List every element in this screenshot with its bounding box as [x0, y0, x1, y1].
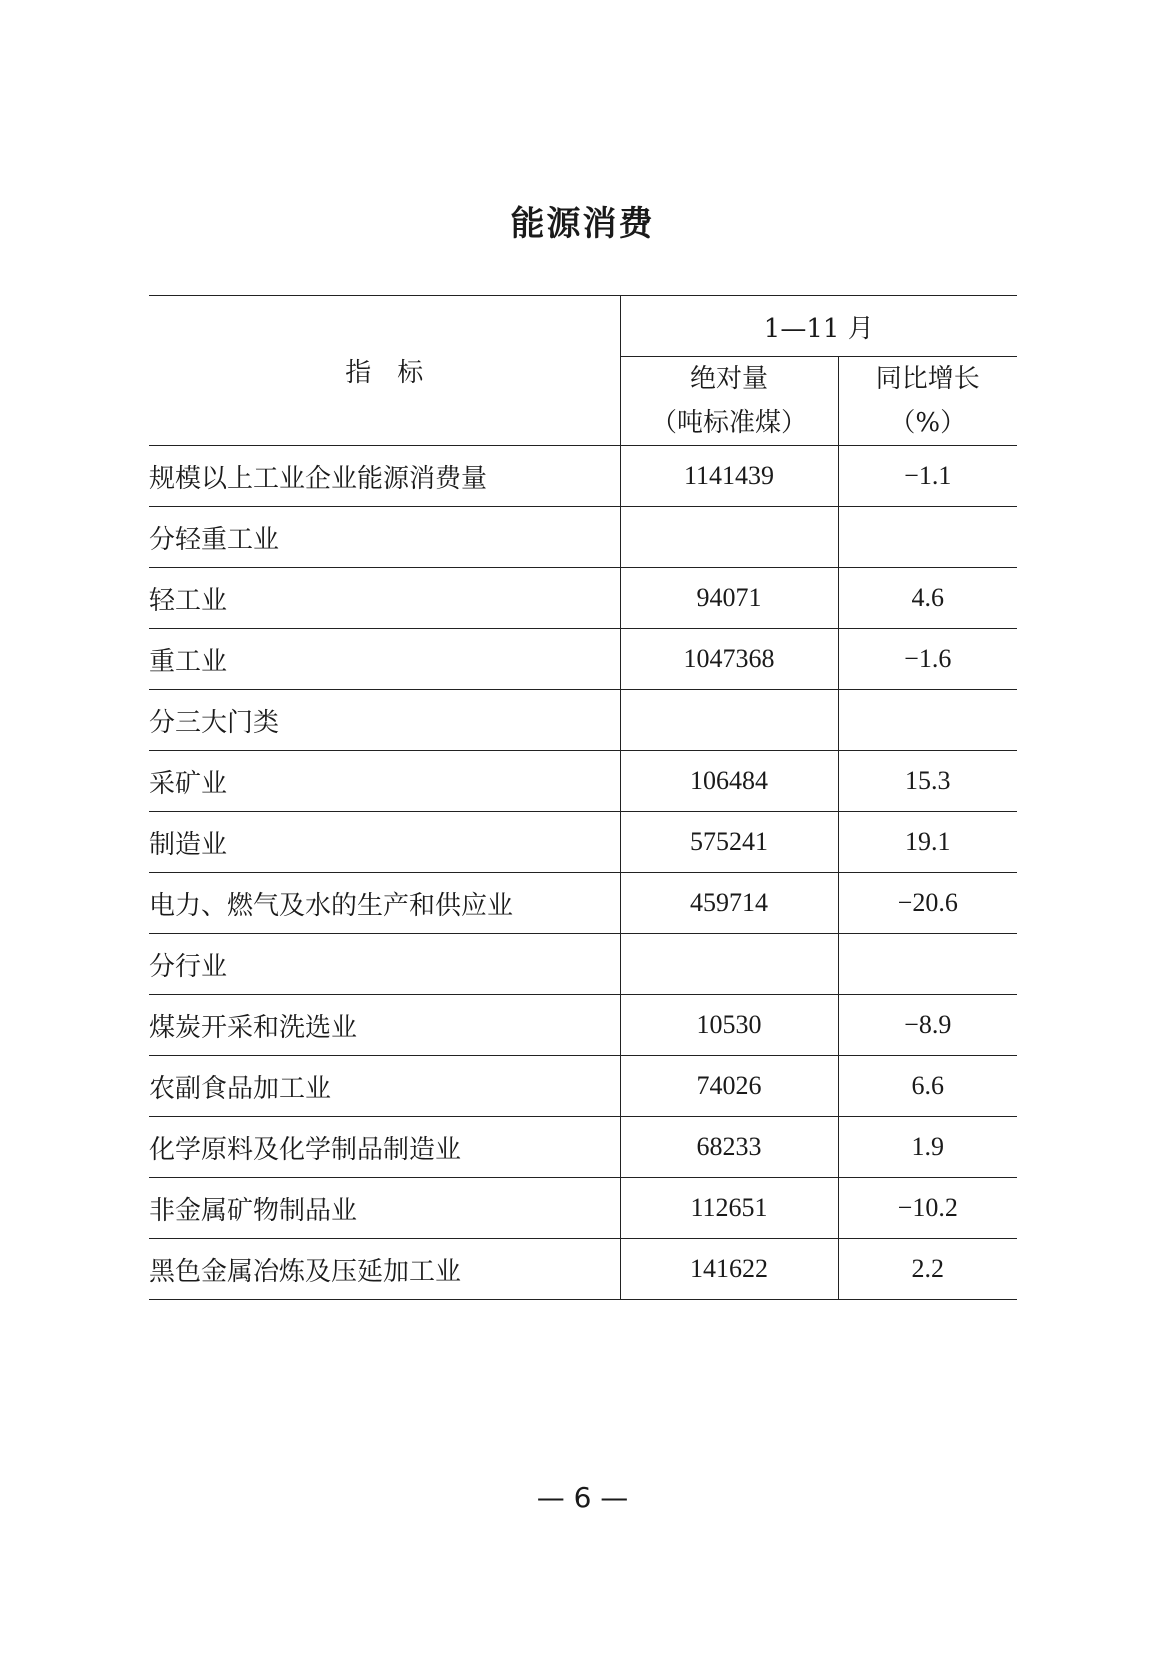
row-yoy: [838, 934, 1017, 995]
row-label: 农副食品加工业: [149, 1056, 620, 1117]
row-yoy: [838, 507, 1017, 568]
table-row: [149, 690, 1017, 751]
row-value: 141622: [620, 1239, 838, 1300]
row-value: 68233: [620, 1117, 838, 1178]
row-yoy: −1.6: [838, 629, 1017, 690]
table-row: [149, 1178, 1017, 1239]
table-row: [149, 568, 1017, 629]
row-yoy: 4.6: [838, 568, 1017, 629]
row-label: 分三大门类: [149, 690, 620, 751]
table-row: [149, 1056, 1017, 1117]
page-number: — 6 —: [536, 1481, 629, 1514]
table-row: [149, 1239, 1017, 1300]
row-value: [620, 507, 838, 568]
header-yoy-growth: [838, 357, 1017, 446]
row-label: 重工业: [149, 629, 620, 690]
row-value: 1141439: [620, 446, 838, 507]
table-row: [149, 1117, 1017, 1178]
row-label: 分轻重工业: [149, 507, 620, 568]
header-indicator: 指 标: [149, 296, 620, 446]
table-row: [149, 446, 1017, 507]
page-title: 能源消费: [510, 204, 655, 244]
row-label: 电力、燃气及水的生产和供应业: [149, 873, 620, 934]
header-yoy-label: 同比增长: [875, 364, 980, 394]
row-label: 分行业: [149, 934, 620, 995]
header-absolute-unit: （吨标准煤）: [650, 408, 807, 438]
row-label: 非金属矿物制品业: [149, 1178, 620, 1239]
table-row: [149, 934, 1017, 995]
row-label: 轻工业: [149, 568, 620, 629]
row-yoy: −20.6: [838, 873, 1017, 934]
row-yoy: 19.1: [838, 812, 1017, 873]
row-label: 黑色金属冶炼及压延加工业: [149, 1239, 620, 1300]
header-yoy-unit: （%）: [889, 408, 967, 438]
row-yoy: 2.2: [838, 1239, 1017, 1300]
row-label: 采矿业: [149, 751, 620, 812]
row-value: 10530: [620, 995, 838, 1056]
table-row: [149, 995, 1017, 1056]
row-value: 1047368: [620, 629, 838, 690]
row-value: 575241: [620, 812, 838, 873]
row-value: 74026: [620, 1056, 838, 1117]
row-label: 规模以上工业企业能源消费量: [149, 446, 620, 507]
row-yoy: 15.3: [838, 751, 1017, 812]
row-value: 106484: [620, 751, 838, 812]
row-yoy: 6.6: [838, 1056, 1017, 1117]
header-period: 1—11 月: [620, 296, 1017, 357]
row-value: [620, 690, 838, 751]
row-value: 112651: [620, 1178, 838, 1239]
table-row: [149, 873, 1017, 934]
table-row: [149, 751, 1017, 812]
row-yoy: [838, 690, 1017, 751]
row-yoy: −1.1: [838, 446, 1017, 507]
row-label: 制造业: [149, 812, 620, 873]
header-row-1: [149, 296, 1017, 357]
energy-consumption-table: [149, 295, 1017, 1300]
header-absolute-label: 绝对量: [689, 364, 768, 394]
table-row: [149, 629, 1017, 690]
row-value: 459714: [620, 873, 838, 934]
row-label: 煤炭开采和洗选业: [149, 995, 620, 1056]
row-yoy: 1.9: [838, 1117, 1017, 1178]
header-absolute-value: [620, 357, 838, 446]
row-yoy: −10.2: [838, 1178, 1017, 1239]
row-yoy: −8.9: [838, 995, 1017, 1056]
table-row: [149, 507, 1017, 568]
row-label: 化学原料及化学制品制造业: [149, 1117, 620, 1178]
table-row: [149, 812, 1017, 873]
row-value: [620, 934, 838, 995]
row-value: 94071: [620, 568, 838, 629]
